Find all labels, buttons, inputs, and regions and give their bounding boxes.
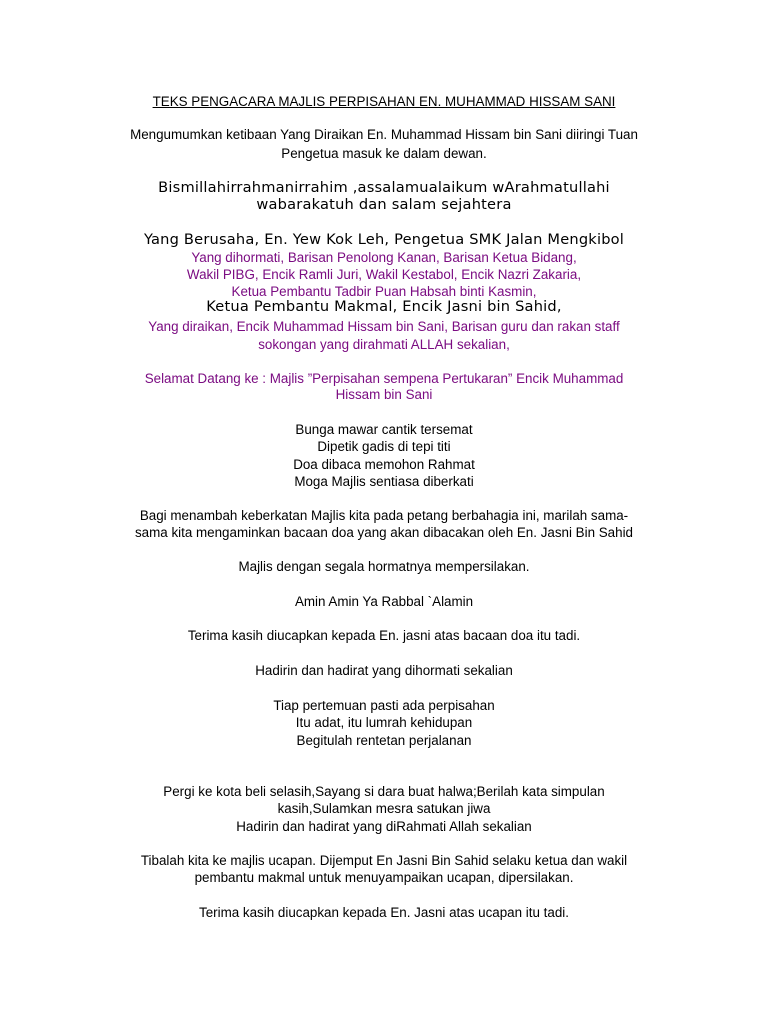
greeting-line-1: Bismillahirrahmanirrahim ,assalamualaikum wArahmatullahi: [158, 179, 610, 196]
pantun-2-line-2: kasih,Sulamkan mesra satukan jiwa: [277, 801, 491, 816]
thanks-doa-line: Terima kasih diucapkan kepada En. jasni atas bacaan doa itu tadi.: [187, 628, 581, 643]
salutation-guests-line-2: Wakil PIBG, Encik Ramli Juri, Wakil Kestabol, Encik Nazri Zakaria,: [186, 267, 582, 282]
thanks-speech-line: Terima kasih diucapkan kepada En. Jasni atas ucapan itu tadi.: [199, 905, 569, 920]
amin-line: Amin Amin Ya Rabbal `Alamin: [294, 594, 474, 609]
verse-parting-line-3: Begitulah rentetan perjalanan: [296, 733, 472, 748]
audience-line: Hadirin dan hadirat yang dihormati sekalian: [255, 663, 513, 678]
doa-invitation-line-2: sama kita mengaminkan bacaan doa yang akan dibacakan oleh En. Jasni Bin Sahid: [134, 525, 633, 540]
intro-line-2: Pengetua masuk ke dalam dewan.: [281, 146, 487, 161]
document-title: TEKS PENGACARA MAJLIS PERPISAHAN EN. MUHAMMAD HISSAM SANI: [152, 94, 616, 109]
doa-invitation-line-1: Bagi menambah keberkatan Majlis kita pada petang berbahagia ini, marilah sama-: [139, 508, 629, 523]
pantun-1-line-4: Moga Majlis sentiasa diberkati: [294, 474, 474, 489]
salutation-lab: Ketua Pembantu Makmal, Encik Jasni bin Sahid,: [206, 298, 562, 315]
intro-line-1: Mengumumkan ketibaan Yang Diraikan En. Muhammad Hissam bin Sani diiringi Tuan: [130, 127, 638, 142]
speech-invitation-line-2: pembantu makmal untuk menuyampaikan ucapan, dipersilakan.: [194, 870, 574, 885]
salutation-principal: Yang Berusaha, En. Yew Kok Leh, Pengetua SMK Jalan Mengkibol: [143, 231, 625, 248]
verse-parting-line-2: Itu adat, itu lumrah kehidupan: [295, 715, 473, 730]
pantun-1-line-1: Bunga mawar cantik tersemat: [295, 422, 473, 437]
salutation-guests-line-3: Ketua Pembantu Tadbir Puan Habsah binti Kasmin,: [231, 284, 537, 299]
salutation-honoree-line-1: Yang diraikan, Encik Muhammad Hissam bin Sani, Barisan guru dan rakan staff: [148, 319, 620, 334]
speech-invitation-line-1: Tibalah kita ke majlis ucapan. Dijemput En Jasni Bin Sahid selaku ketua dan wakil: [140, 853, 628, 868]
invite-line: Majlis dengan segala hormatnya mempersilakan.: [238, 559, 530, 574]
verse-parting-line-1: Tiap pertemuan pasti ada perpisahan: [273, 698, 495, 713]
salutation-guests-line-1: Yang dihormati, Barisan Penolong Kanan, Barisan Ketua Bidang,: [191, 250, 577, 265]
pantun-1-line-3: Doa dibaca memohon Rahmat: [293, 457, 475, 472]
pantun-2-line-3: Hadirin dan hadirat yang diRahmati Allah sekalian: [236, 819, 532, 834]
salutation-honoree-line-2: sokongan yang dirahmati ALLAH sekalian,: [258, 337, 510, 352]
welcome-line-1: Selamat Datang ke : Majlis ”Perpisahan sempena Pertukaran” Encik Muhammad: [144, 371, 624, 386]
greeting-line-2: wabarakatuh dan salam sejahtera: [256, 196, 512, 213]
pantun-2-line-1: Pergi ke kota beli selasih,Sayang si dara buat halwa;Berilah kata simpulan: [163, 784, 605, 799]
pantun-1-line-2: Dipetik gadis di tepi titi: [317, 439, 451, 454]
welcome-line-2: Hissam bin Sani: [335, 387, 433, 402]
